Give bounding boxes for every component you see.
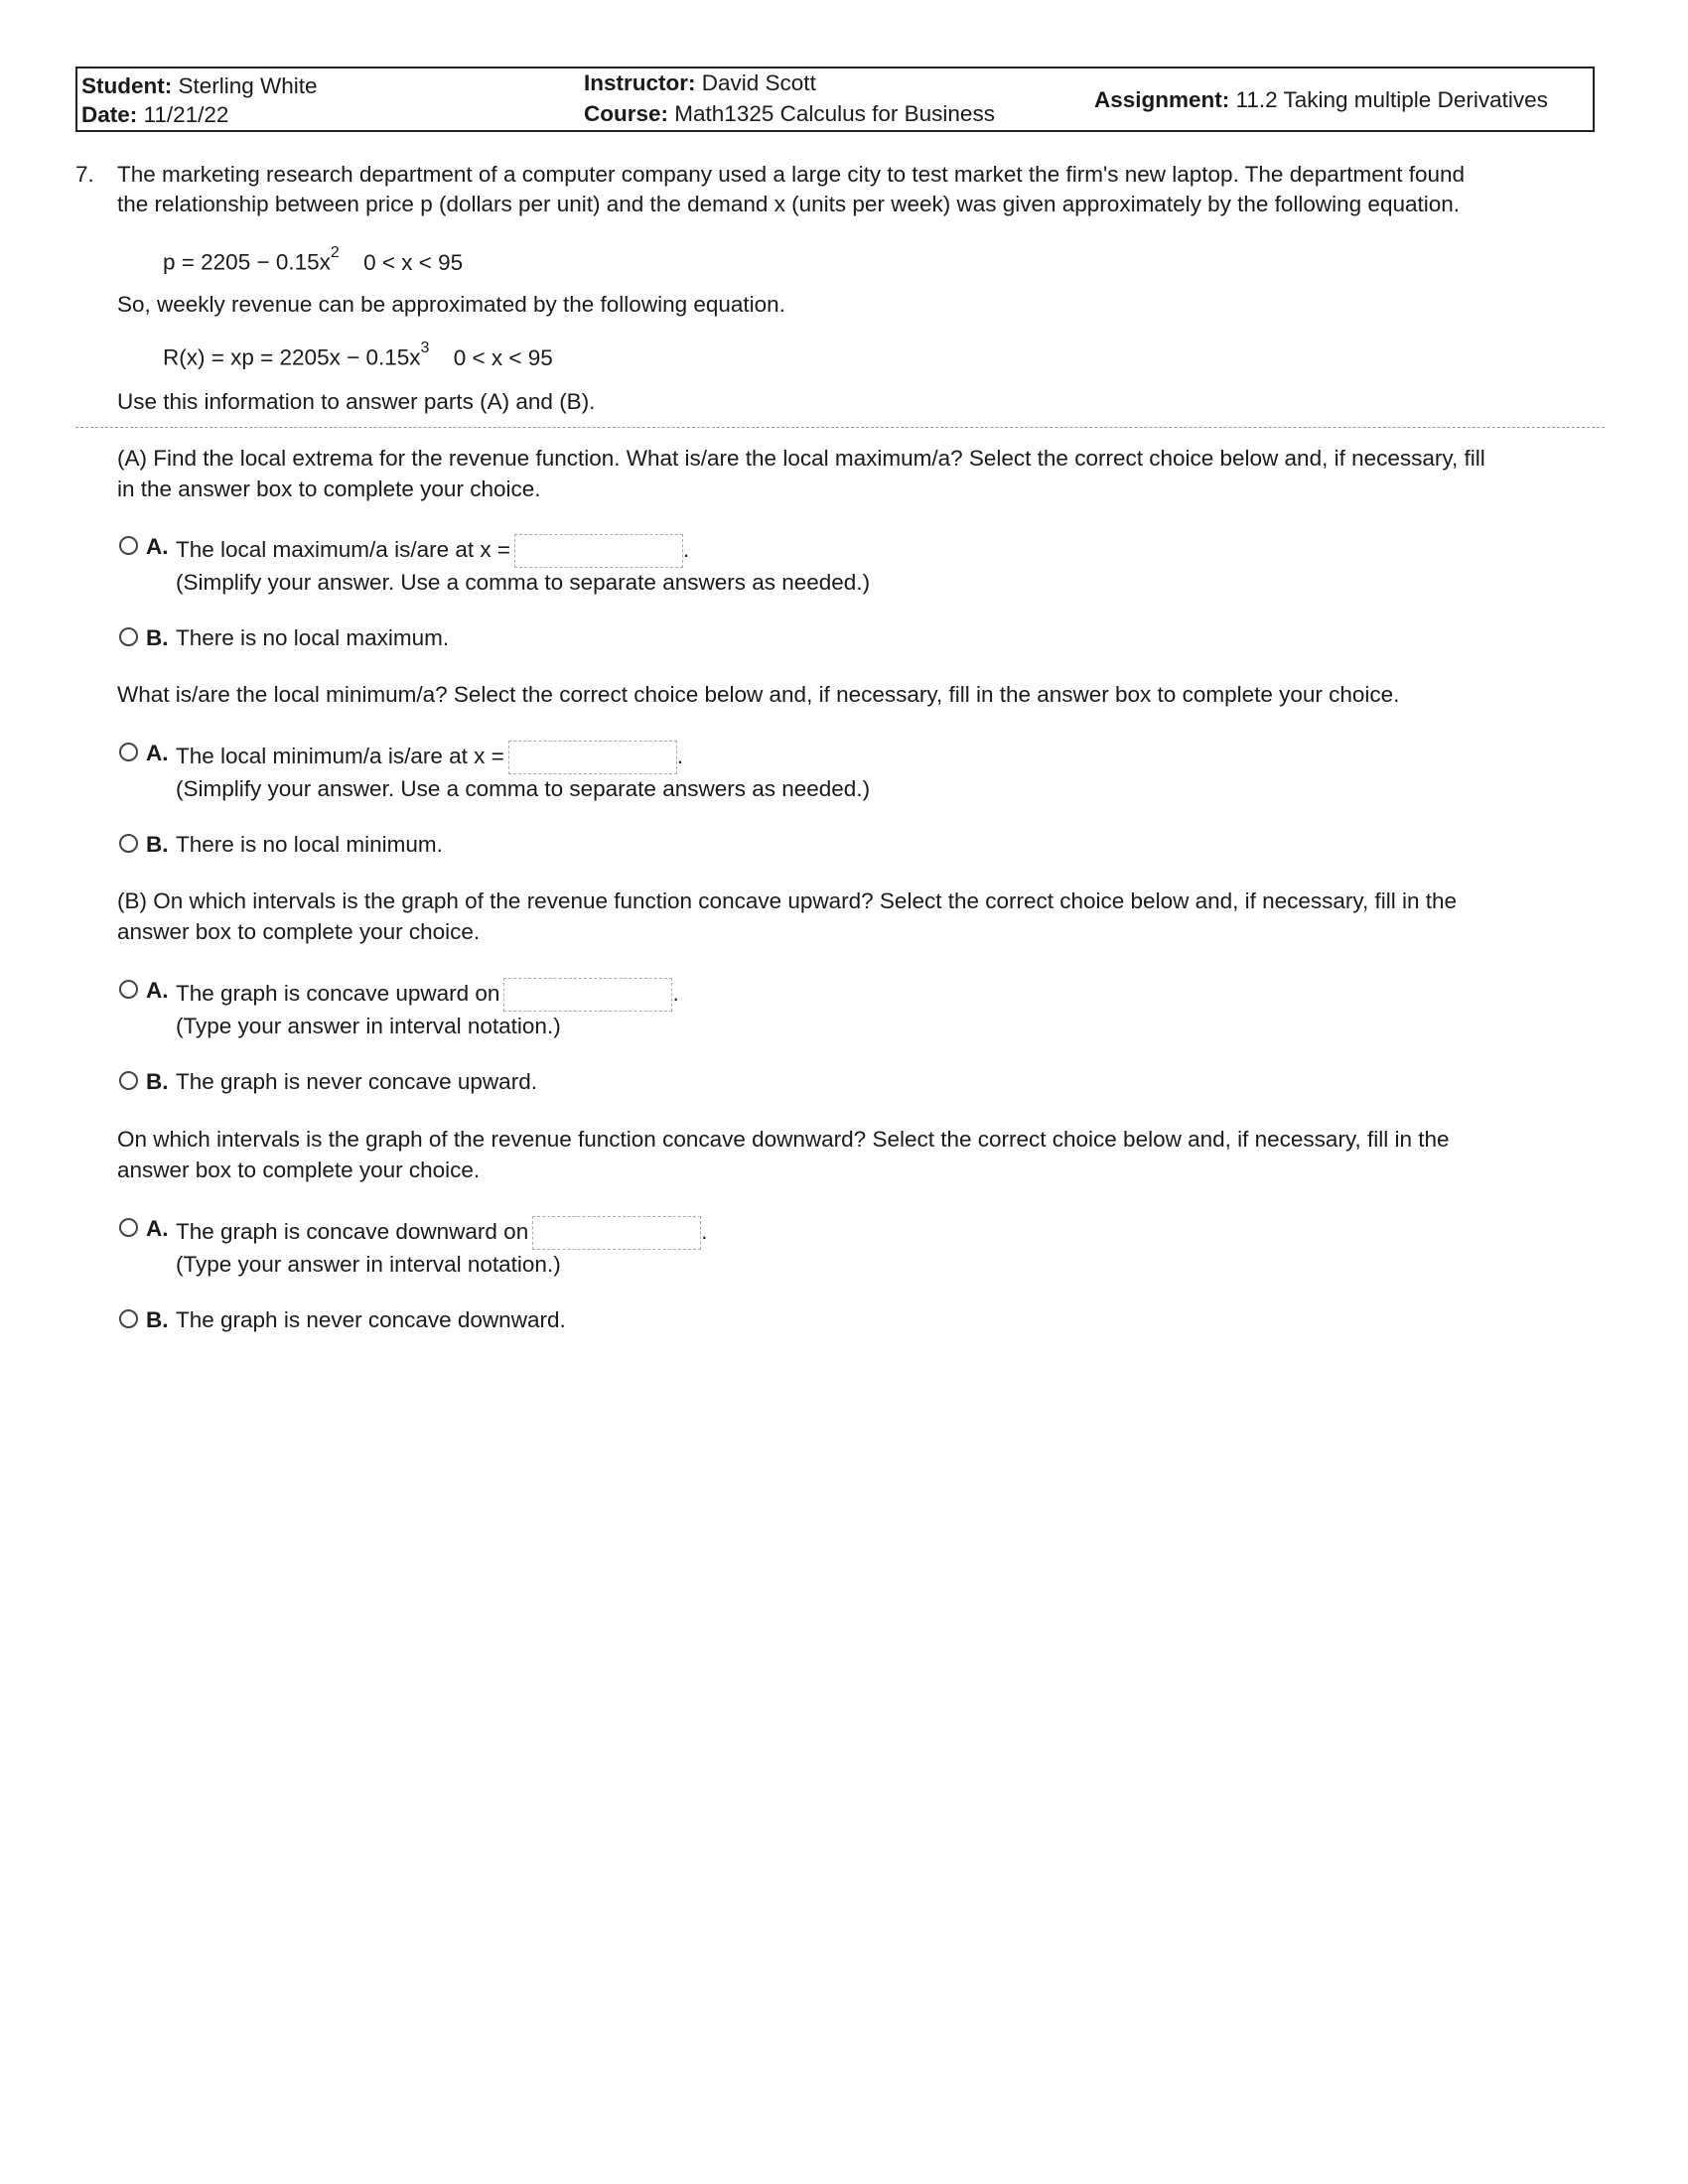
down-choice-b-letter: B. <box>146 1307 169 1332</box>
part-b-up-prompt-line-2: answer box to complete your choice. <box>117 919 481 944</box>
min-choice-b-text: There is no local minimum. <box>176 832 443 857</box>
max-choice-b-radio[interactable] <box>119 627 138 646</box>
max-choice-b-text: There is no local maximum. <box>176 625 450 650</box>
max-choice-a-text: The local maximum/a is/are at x = <box>176 536 510 562</box>
use-info-text: Use this information to answer parts (A) and (B). <box>117 389 596 414</box>
section-divider <box>75 427 1605 428</box>
down-period: . <box>701 1218 708 1244</box>
min-choice-a-row <box>176 741 683 774</box>
up-period: . <box>672 980 679 1006</box>
revenue-equation-text: R(x) = xp = 2205x − 0.15x <box>163 344 421 370</box>
student-label: Student: <box>81 73 173 98</box>
part-b-down-prompt-line-1: On which intervals is the graph of the revenue function concave downward? Select the correct choice below and, if necessary, fill in the <box>117 1127 1450 1152</box>
date-value: 11/21/22 <box>143 102 229 127</box>
max-choice-a-letter: A. <box>146 534 169 559</box>
up-choice-b-radio[interactable] <box>119 1071 138 1090</box>
max-choice-a-note: (Simplify your answer. Use a comma to separate answers as needed.) <box>176 570 871 595</box>
concave-down-answer-box[interactable] <box>532 1216 701 1250</box>
date-field <box>81 100 228 129</box>
price-equation <box>163 244 464 276</box>
assignment-field <box>1094 85 1548 114</box>
max-choice-a-radio[interactable] <box>119 536 138 555</box>
assignment-value: 11.2 Taking multiple Derivatives <box>1235 87 1548 112</box>
up-choice-a-row <box>176 978 679 1012</box>
instructor-label: Instructor: <box>584 70 696 95</box>
max-choice-b-letter: B. <box>146 625 169 650</box>
down-choice-b-radio[interactable] <box>119 1309 138 1328</box>
up-choice-a-radio[interactable] <box>119 980 138 999</box>
revenue-equation-range: 0 < x < 95 <box>453 344 553 370</box>
min-choice-b-letter: B. <box>146 832 169 857</box>
revenue-equation <box>163 340 553 371</box>
intro-line-2: the relationship between price p (dollars per unit) and the demand x (units per week) was given approximately by the following equation. <box>117 192 1461 216</box>
down-choice-a-letter: A. <box>146 1216 169 1241</box>
part-a-prompt-line-1: (A) Find the local extrema for the revenue function. What is/are the local maximum/a? Select the correct choice below and, if necessary, fill <box>117 446 1485 471</box>
min-prompt: What is/are the local minimum/a? Select the correct choice below and, if necessary, fill in the answer box to complete your choice. <box>117 682 1400 707</box>
down-choice-a-radio[interactable] <box>119 1218 138 1237</box>
student-value: Sterling White <box>178 73 318 98</box>
course-field <box>584 99 995 128</box>
question-number: 7. <box>75 162 94 187</box>
concave-up-answer-box[interactable] <box>503 978 672 1012</box>
course-value: Math1325 Calculus for Business <box>674 101 995 126</box>
min-answer-box[interactable] <box>508 741 677 774</box>
assignment-header <box>75 67 1595 132</box>
course-label: Course: <box>584 101 669 126</box>
min-period: . <box>676 743 684 768</box>
up-choice-a-note: (Type your answer in interval notation.) <box>176 1014 561 1038</box>
max-period: . <box>683 536 690 562</box>
down-choice-a-note: (Type your answer in interval notation.) <box>176 1252 561 1277</box>
up-choice-a-letter: A. <box>146 978 169 1003</box>
up-choice-b-text: The graph is never concave upward. <box>176 1069 537 1094</box>
part-a-prompt-line-2: in the answer box to complete your choice. <box>117 477 541 501</box>
down-choice-a-row <box>176 1216 707 1250</box>
student-field <box>81 71 318 100</box>
part-b-up-prompt-line-1: (B) On which intervals is the graph of the revenue function concave upward? Select the correct choice below and, if necessary, fill in the <box>117 888 1458 913</box>
assignment-label: Assignment: <box>1094 87 1230 112</box>
down-choice-b-text: The graph is never concave downward. <box>176 1307 566 1332</box>
down-choice-a-text: The graph is concave downward on <box>176 1218 529 1244</box>
price-equation-text: p = 2205 − 0.15x <box>163 249 331 275</box>
part-b-down-prompt-line-2: answer box to complete your choice. <box>117 1158 481 1182</box>
min-choice-b-radio[interactable] <box>119 834 138 853</box>
price-equation-exponent: 2 <box>330 244 340 261</box>
revenue-intro: So, weekly revenue can be approximated by the following equation. <box>117 292 785 317</box>
instructor-field <box>584 68 816 97</box>
intro-line-1: The marketing research department of a computer company used a large city to test market the firm's new laptop. The department found <box>117 162 1466 187</box>
min-choice-a-radio[interactable] <box>119 743 138 761</box>
up-choice-a-text: The graph is concave upward on <box>176 980 500 1006</box>
min-choice-a-text: The local minimum/a is/are at x = <box>176 743 504 768</box>
min-choice-a-letter: A. <box>146 741 169 765</box>
min-choice-a-note: (Simplify your answer. Use a comma to separate answers as needed.) <box>176 776 871 801</box>
up-choice-b-letter: B. <box>146 1069 169 1094</box>
date-label: Date: <box>81 102 138 127</box>
max-choice-a-row <box>176 534 689 568</box>
instructor-value: David Scott <box>701 70 816 95</box>
revenue-equation-exponent: 3 <box>420 340 430 356</box>
price-equation-range: 0 < x < 95 <box>363 249 464 275</box>
max-answer-box[interactable] <box>514 534 683 568</box>
